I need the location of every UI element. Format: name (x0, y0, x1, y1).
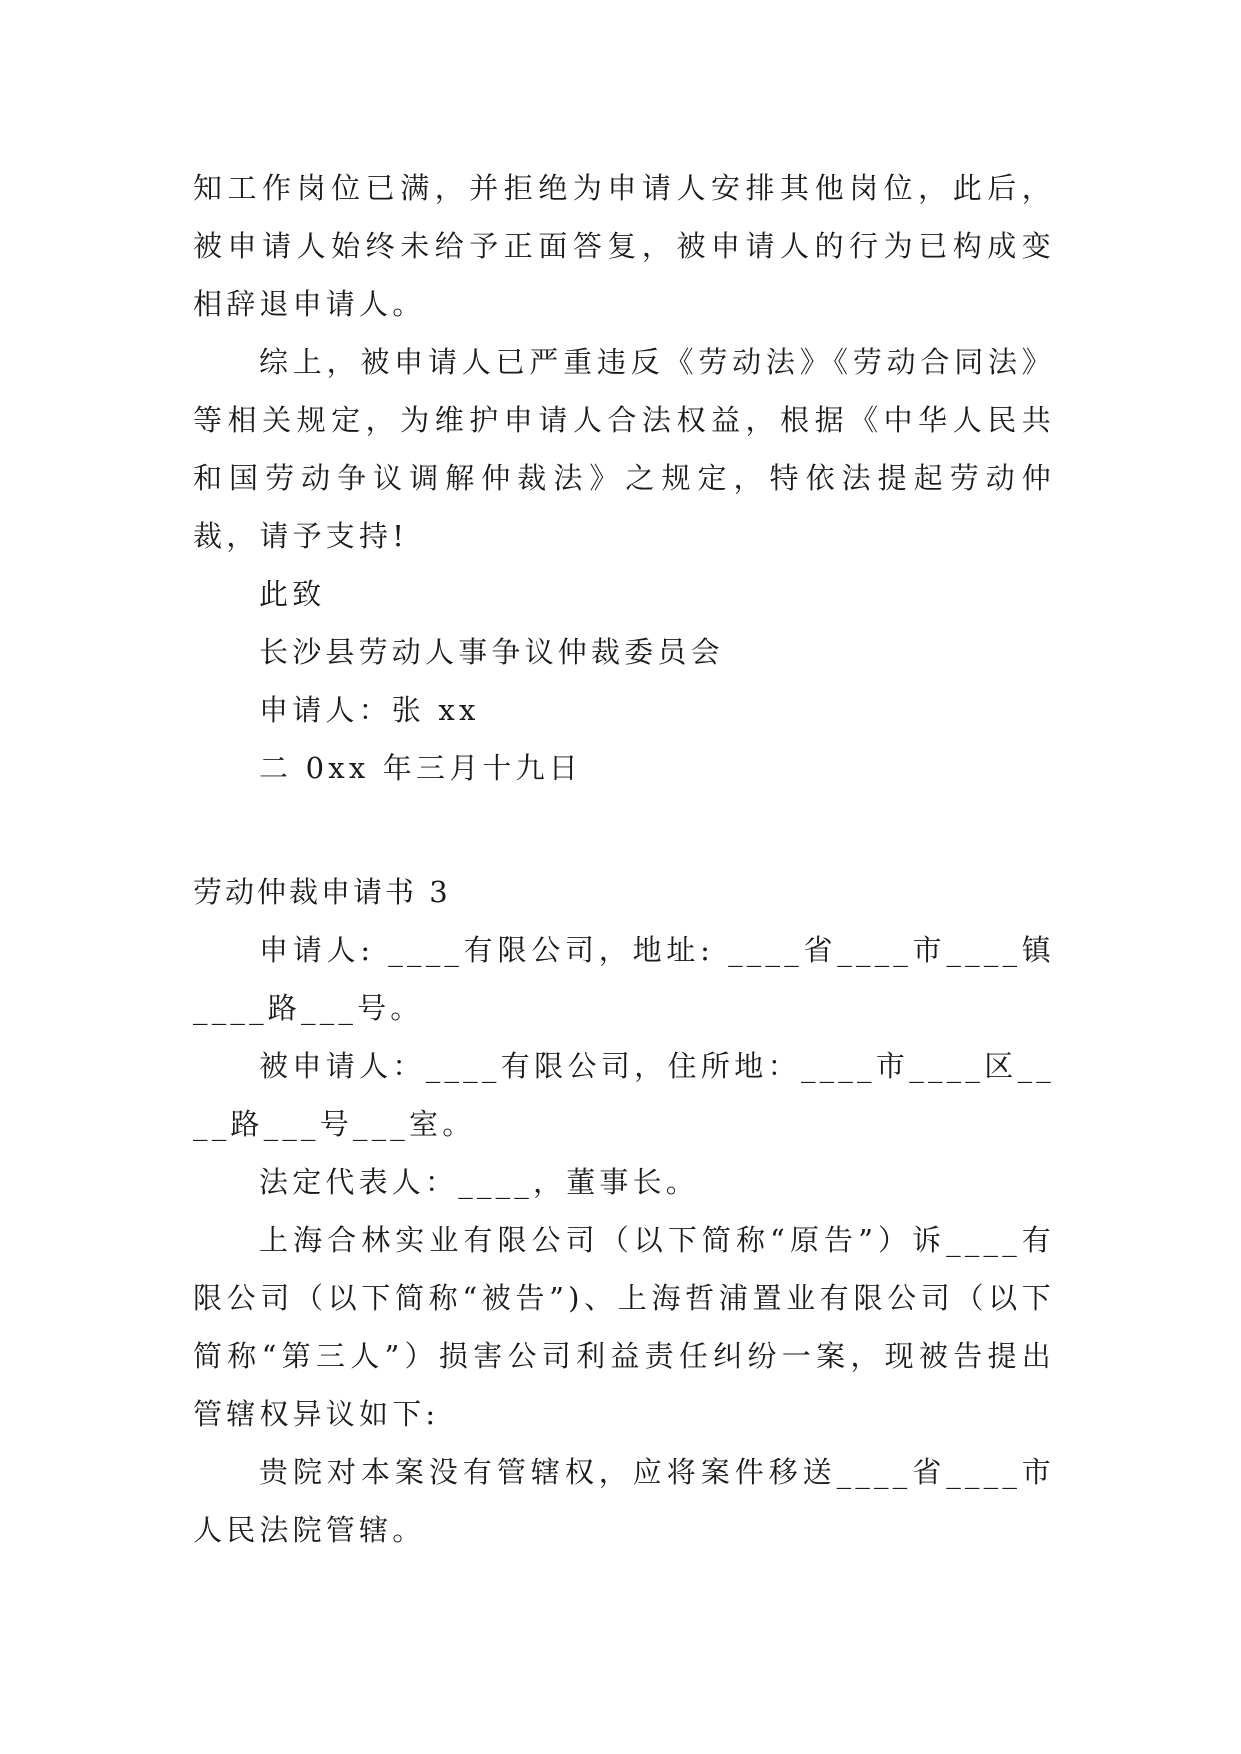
paragraph-respondent-info: 被申请人：____有限公司，住所地：____市____区____路___号___室。 (193, 1049, 1055, 1141)
paragraph-case-summary: 上海合林实业有限公司（以下简称“原告”）诉____有限公司（以下简称“被告”)、上海哲浦置业有限公司（以下简称“第三人”）损害公司利益责任纠纷一案，现被告提出管辖权异议如下: (193, 1223, 1055, 1431)
paragraph-applicant-info: 申请人: ____有限公司，地址: ____省____市____镇____路___号。 (193, 933, 1055, 1025)
section-title: 劳动仲裁申请书 3 (193, 875, 451, 909)
section-petition-ending (193, 159, 1055, 797)
paragraph-legal-representative: 法定代表人：____，董事长。 (259, 1165, 700, 1199)
paragraph-conclusion: 综上，被申请人已严重违反《劳动法》《劳动合同法》等相关规定，为维护申请人合法权益，根据《中华人民共和国劳动争议调解仲裁法》之规定，特依法提起劳动仲裁，请予支持! (193, 345, 1055, 553)
closing-salutation: 此致 (259, 577, 326, 611)
closing-date: 二 0xx 年三月十九日 (259, 751, 582, 785)
section-petition-3 (193, 863, 1055, 1559)
paragraph-dismissal-facts: 知工作岗位已满，并拒绝为申请人安排其他岗位，此后，被申请人始终未给予正面答复，被申请人的行为已构成变相辞退申请人。 (193, 171, 1055, 321)
paragraph-jurisdiction-objection: 贵院对本案没有管辖权，应将案件移送____省____市人民法院管辖。 (193, 1455, 1055, 1547)
closing-recipient: 长沙县劳动人事争议仲裁委员会 (259, 635, 724, 669)
closing-applicant: 申请人：张 xx (259, 693, 480, 727)
